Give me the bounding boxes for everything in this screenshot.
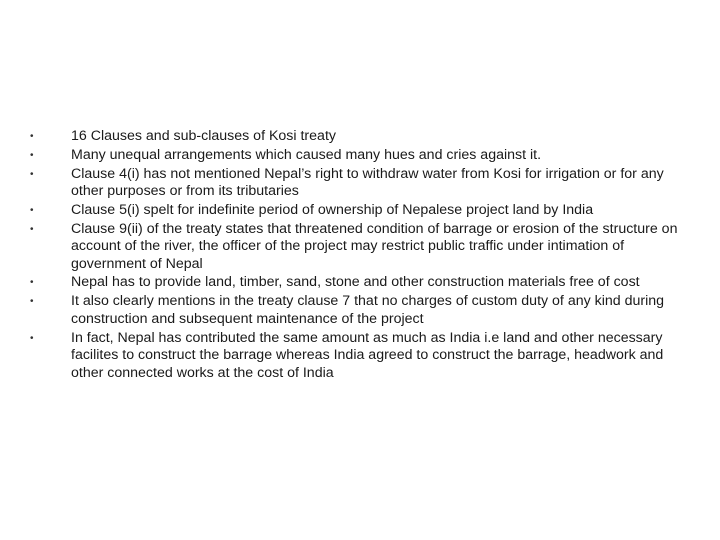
bullet-icon: • [30,168,34,180]
bullet-icon: • [30,131,34,142]
list-item [30,128,690,146]
bullet-text: Clause 9(ii) of the treaty states that threatened condition of barrage or erosion of the structure on account of the river, the officer of the project may restrict public traffic under intimation of government of Nepal [71,220,678,272]
bullet-list [30,128,690,383]
bullet-icon: • [30,296,34,308]
list-item [30,293,690,328]
bullet-icon: • [30,332,34,344]
bullet-icon: • [30,204,34,216]
bullet-text: Clause 5(i) spelt for indefinite period of ownership of Nepalese project land by India [71,201,594,218]
bullet-text: Many unequal arrangements which caused many hues and cries against it. [71,146,542,163]
bullet-icon: • [30,277,34,289]
bullet-icon: • [30,223,34,235]
bullet-text: Clause 4(i) has not mentioned Nepal’s right to withdraw water from Kosi for irrigation or for any other purposes or from its tributaries [71,165,664,200]
list-item [30,274,690,292]
list-item [30,221,690,274]
list-item [30,166,690,201]
bullet-text: It also clearly mentions in the treaty clause 7 that no charges of custom duty of any kind during construction and subsequent maintenance of the project [71,293,665,327]
bullet-icon: • [30,149,34,161]
list-item [30,330,690,383]
list-item [30,202,690,220]
bullet-text: In fact, Nepal has contributed the same amount as much as India i.e land and other necessary facilites to construct the barrage whereas India agreed to construct the barrage, headwork and other connected works at the cost of India [71,329,664,381]
bullet-text: 16 Clauses and sub-clauses of Kosi treaty [71,128,336,144]
bullet-text: Nepal has to provide land, timber, sand, stone and other construction materials free of cost [71,274,640,291]
list-item [30,147,690,165]
